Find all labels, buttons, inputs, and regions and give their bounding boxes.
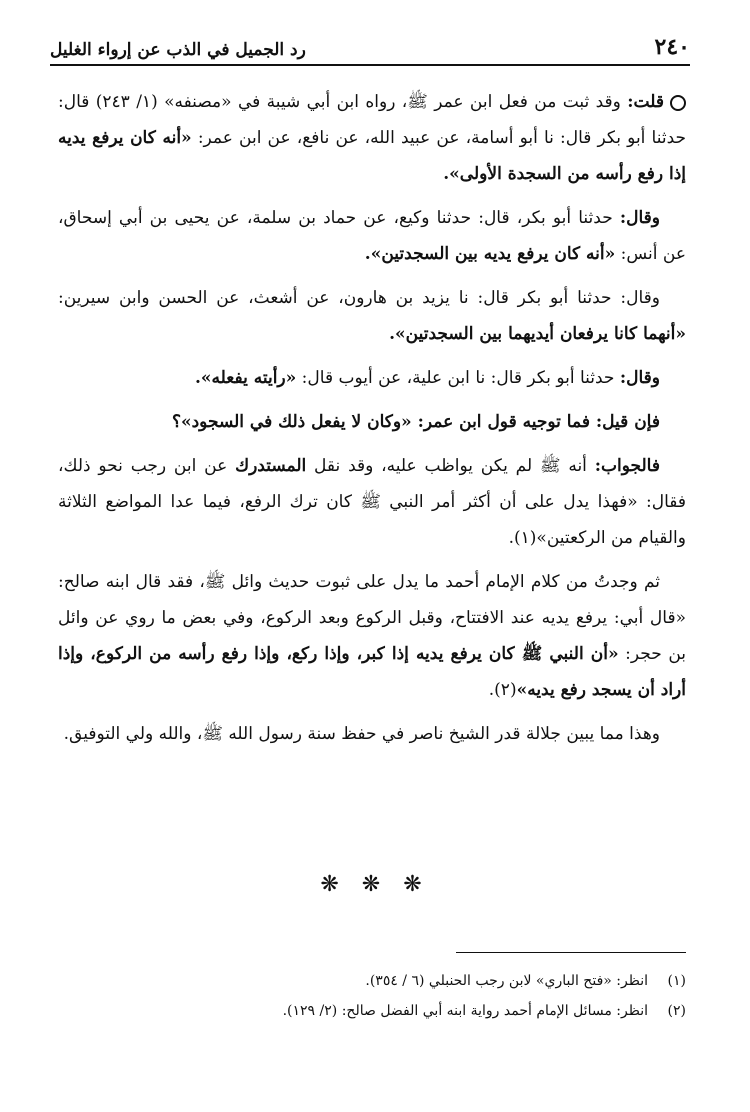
- page-header: [50, 26, 690, 66]
- paragraph-lead: وقال:: [619, 368, 660, 388]
- quoted-hadith: «أنه كان يرفع يديه إذا رفع رأسه من السجدة الأولى».: [58, 128, 686, 184]
- paragraph: [58, 404, 686, 440]
- paragraph: [58, 360, 686, 396]
- paragraph: [58, 716, 686, 752]
- quoted-hadith: «أنه كان يرفع يديه بين السجدتين».: [364, 244, 616, 264]
- paragraph-lead: فالجواب:: [594, 456, 660, 476]
- quoted-hadith: «أنهما كانا يرفعان أيديهما بين السجدتين».: [389, 324, 686, 344]
- paragraph-lead: قلت:: [627, 92, 664, 112]
- paragraph-text: أنه ﷺ لم يكن يواظب عليه، وقد نقل: [306, 456, 595, 476]
- paragraph-text: حدثنا أبو بكر، قال: حدثنا وكيع، عن حماد بن سلمة، عن يحيى بن أبي إسحاق، عن أنس:: [58, 208, 686, 264]
- paragraph: [58, 280, 686, 352]
- quoted-hadith: «رأيته يفعله».: [195, 368, 297, 388]
- footnote: [58, 996, 686, 1026]
- paragraph-question: فما توجيه قول ابن عمر: «وكان لا يفعل ذلك في السجود»؟: [171, 412, 596, 432]
- footnote-divider: [456, 952, 686, 953]
- footnotes: [58, 966, 686, 1026]
- paragraph-text: ثم وجدتُ من كلام الإمام أحمد ما يدل على ثبوت حديث وائل ﷺ، فقد قال ابنه صالح: «قال أبي: يرفع يديه عند الافتتاح، وقبل الركوع وبعد الركوع، وفي بعض ما روي عن وائل بن حجر:: [58, 572, 686, 664]
- footnote: [58, 966, 686, 996]
- quoted-hadith: «أن النبي ﷺ كان يرفع يديه إذا كبر، وإذا ركع، وإذا رفع رأسه من الركوع، وإذا أراد أن يسجد رفع يديه»: [58, 644, 686, 700]
- paragraph: [58, 84, 686, 192]
- running-title: رد الجميل في الذب عن إرواء الغليل: [50, 40, 306, 60]
- paragraph-lead: فإن قيل:: [595, 412, 660, 432]
- footnote-text: انظر: «فتح الباري» لابن رجب الحنبلي (٦ / ٣٥٤).: [365, 973, 648, 989]
- circle-marker-icon: [670, 95, 686, 111]
- paragraph-text: وقد ثبت من فعل ابن عمر ﷺ، رواه ابن أبي شيبة في «مصنفه» (١/ ٢٤٣) قال: حدثنا أبو بكر قال: نا أبو أسامة، عن عبيد الله، عن نافع، عن ابن عمر:: [58, 92, 686, 148]
- paragraph-tail: عن ابن رجب نحو ذلك، فقال: «فهذا يدل على أن أكثر أمر النبي ﷺ كان ترك الرفع، فيما عدا المواضع الثلاثة والقيام من الركعتين»(١).: [58, 456, 686, 548]
- paragraph: [58, 564, 686, 708]
- paragraph-text: وهذا مما يبين جلالة قدر الشيخ ناصر في حفظ سنة رسول الله ﷺ، والله ولي التوفيق.: [63, 724, 660, 744]
- page-number: ٢٤٠: [654, 34, 690, 60]
- paragraph: [58, 200, 686, 272]
- book-title: المستدرك: [235, 456, 307, 476]
- paragraph-text: وقال: حدثنا أبو بكر قال: نا يزيد بن هارون، عن أشعث، عن الحسن وابن سيرين:: [58, 288, 660, 308]
- footnote-text: انظر: مسائل الإمام أحمد رواية ابنه أبي الفضل صالح: (٢/ ١٢٩).: [282, 1003, 648, 1019]
- paragraph-text: حدثنا أبو بكر قال: نا ابن علية، عن أيوب قال:: [296, 368, 620, 388]
- footnote-number: (١): [667, 973, 686, 989]
- paragraph: [58, 448, 686, 556]
- footnote-number: (٢): [667, 1003, 686, 1019]
- paragraph-tail: (٢).: [488, 680, 517, 700]
- main-text: [58, 84, 686, 760]
- section-separator: ❋ ❋ ❋: [320, 872, 430, 897]
- paragraph-lead: وقال:: [619, 208, 660, 228]
